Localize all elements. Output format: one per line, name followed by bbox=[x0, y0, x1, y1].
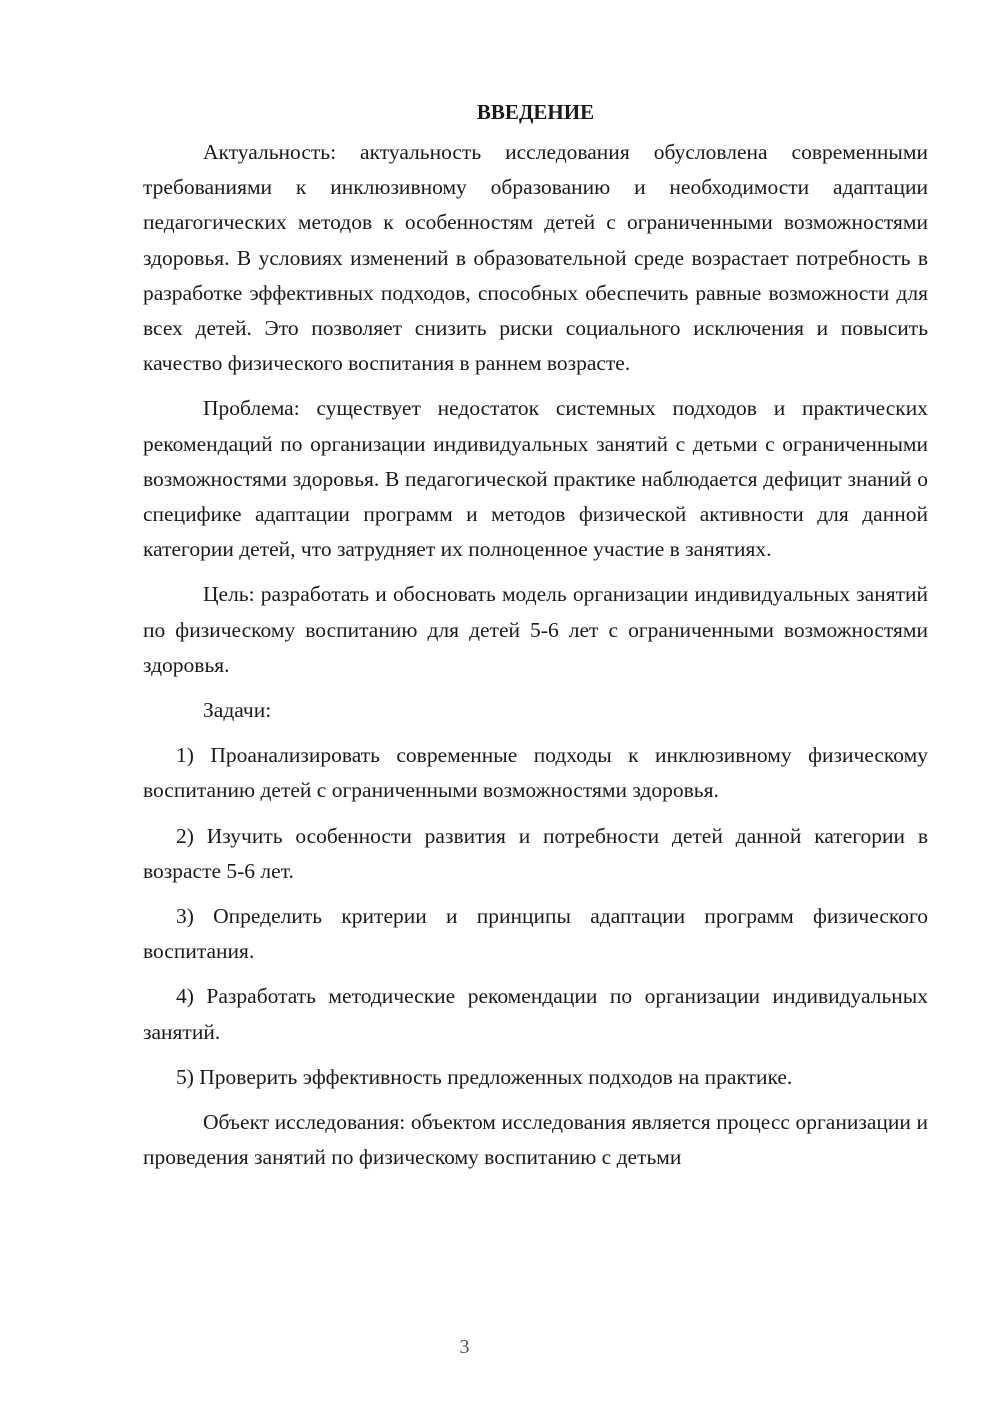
page-content bbox=[143, 95, 928, 1185]
task-item-2: 2) Изучить особенности развития и потребности детей данной категории в возрасте 5-6 лет. bbox=[143, 823, 928, 883]
section-title: ВВЕДЕНИЕ bbox=[476, 100, 595, 124]
task-item-3: 3) Определить критерии и принципы адаптации программ физического воспитания. bbox=[143, 904, 928, 964]
task-item-1: 1) Проанализировать современные подходы к инклюзивному физическому воспитанию детей с ограниченными возможностями здоровья. bbox=[143, 743, 928, 803]
page-number: 3 bbox=[459, 1336, 470, 1358]
tasks-heading: Задачи: bbox=[203, 698, 272, 723]
paragraph-object: Объект исследования: объектом исследования является процесс организации и проведения занятий по физическому воспитанию с детьми bbox=[143, 1110, 928, 1170]
task-item-4: 4) Разработать методические рекомендации по организации индивидуальных занятий. bbox=[143, 984, 928, 1044]
paragraph-relevance: Актуальность: актуальность исследования обусловлена современными требованиями к инклюзивному образованию и необходимости адаптации педагогических методов к особенностям детей с ограниченными возможностями здоровья. В условиях изменений в образовательной среде возрастает потребность в разработке эффективных подходов, способных обеспечить равные возможности для всех детей. Это позволяет снизить риски социального исключения и повысить качество физического воспитания в раннем возрасте. bbox=[143, 140, 928, 376]
paragraph-problem: Проблема: существует недостаток системных подходов и практических рекомендаций по организации индивидуальных занятий с детьми с ограниченными возможностями здоровья. В педагогической практике наблюдается дефицит знаний о специфике адаптации программ и методов физической активности для данной категории детей, что затрудняет их полноценное участие в занятиях. bbox=[143, 396, 928, 562]
task-item-5: 5) Проверить эффективность предложенных подходов на практике. bbox=[176, 1064, 793, 1089]
paragraph-goal: Цель: разработать и обосновать модель организации индивидуальных занятий по физическому воспитанию для детей 5-6 лет с ограниченными возможностями здоровья. bbox=[143, 582, 928, 677]
